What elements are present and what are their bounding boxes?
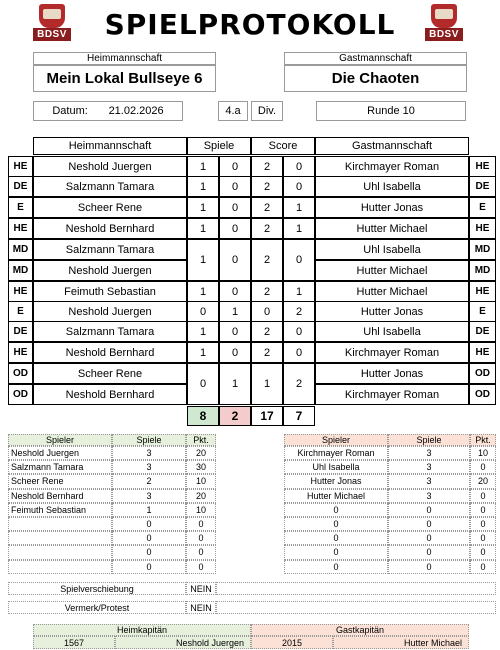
protest-notes <box>216 601 496 614</box>
division-label: Div. <box>251 101 283 121</box>
away-player: Kirchmayer Roman <box>315 384 469 405</box>
games-home: 1 <box>187 156 219 177</box>
home-stat-games: 3 <box>112 446 186 460</box>
match-code-left: HE <box>8 156 33 177</box>
home-stats-header-points: Pkt. <box>186 434 216 446</box>
away-player: Hutter Jonas <box>315 197 469 218</box>
home-stat-games: 0 <box>112 545 186 559</box>
away-stat-player: 0 <box>284 503 388 517</box>
home-stat-player <box>8 531 112 545</box>
games-home: 1 <box>187 321 219 342</box>
home-stats-header-games: Spiele <box>112 434 186 446</box>
score-home: 2 <box>251 281 283 302</box>
match-code-left: OD <box>8 363 33 384</box>
away-stat-points: 0 <box>470 545 496 559</box>
games-home: 1 <box>187 239 219 281</box>
postponement-label: Spielverschiebung <box>8 582 186 595</box>
away-stat-games: 3 <box>388 460 470 474</box>
home-captain-name: Neshold Juergen <box>115 636 251 649</box>
home-stat-games: 3 <box>112 460 186 474</box>
total-games-away: 2 <box>219 406 251 426</box>
match-code-left: HE <box>8 218 33 239</box>
away-stat-games: 0 <box>388 545 470 559</box>
home-player: Neshold Bernhard <box>33 218 187 239</box>
home-stat-player: Feimuth Sebastian <box>8 503 112 517</box>
games-away: 0 <box>219 239 251 281</box>
games-home: 0 <box>187 363 219 405</box>
home-captain-id: 1567 <box>33 636 115 649</box>
home-stat-player: Salzmann Tamara <box>8 460 112 474</box>
logo-text: BDSV <box>425 28 463 41</box>
home-player: Salzmann Tamara <box>33 176 187 197</box>
games-away: 0 <box>219 197 251 218</box>
home-player: Salzmann Tamara <box>33 321 187 342</box>
score-home: 2 <box>251 342 283 363</box>
home-stat-player <box>8 517 112 531</box>
home-stat-points: 0 <box>186 545 216 559</box>
away-stat-games: 0 <box>388 560 470 574</box>
match-code-left: HE <box>8 281 33 302</box>
away-captain-label: Gastkapitän <box>251 624 469 636</box>
away-stat-games: 3 <box>388 446 470 460</box>
date-field <box>33 101 183 121</box>
score-away: 2 <box>283 363 315 405</box>
match-code-right: DE <box>469 321 496 342</box>
home-stat-games: 0 <box>112 560 186 574</box>
bdsv-logo-right <box>425 4 463 42</box>
away-stat-games: 0 <box>388 503 470 517</box>
score-home: 2 <box>251 197 283 218</box>
games-away: 0 <box>219 156 251 177</box>
games-home: 1 <box>187 176 219 197</box>
score-home: 2 <box>251 156 283 177</box>
home-stat-games: 0 <box>112 531 186 545</box>
score-home: 1 <box>251 363 283 405</box>
home-team-label: Heimmannschaft <box>33 52 216 65</box>
match-code-right: OD <box>469 384 496 405</box>
score-away: 0 <box>283 239 315 281</box>
away-stat-player: 0 <box>284 531 388 545</box>
score-away: 2 <box>283 301 315 322</box>
home-player: Scheer Rene <box>33 197 187 218</box>
games-away: 0 <box>219 321 251 342</box>
away-stat-player: Hutter Michael <box>284 489 388 503</box>
home-stat-games: 3 <box>112 489 186 503</box>
home-player: Neshold Bernhard <box>33 384 187 405</box>
games-away: 0 <box>219 281 251 302</box>
score-away: 0 <box>283 156 315 177</box>
grid-header-games: Spiele <box>187 137 251 155</box>
match-code-left: DE <box>8 321 33 342</box>
home-stat-player <box>8 560 112 574</box>
away-stats-header-points: Pkt. <box>470 434 496 446</box>
home-stat-points: 20 <box>186 489 216 503</box>
away-stat-points: 0 <box>470 460 496 474</box>
match-code-left: MD <box>8 260 33 281</box>
postponement-value: NEIN <box>186 582 216 595</box>
match-code-right: MD <box>469 260 496 281</box>
away-stat-player: Uhl Isabella <box>284 460 388 474</box>
home-stat-player <box>8 545 112 559</box>
page-title: SPIELPROTOKOLL <box>104 7 396 41</box>
away-stats-header-games: Spiele <box>388 434 470 446</box>
match-code-right: HE <box>469 342 496 363</box>
away-captain-name: Hutter Michael <box>333 636 469 649</box>
match-code-right: E <box>469 301 496 322</box>
match-code-left: E <box>8 301 33 322</box>
away-stat-games: 3 <box>388 489 470 503</box>
home-stat-points: 0 <box>186 560 216 574</box>
score-home: 2 <box>251 176 283 197</box>
games-away: 1 <box>219 363 251 405</box>
home-stat-games: 0 <box>112 517 186 531</box>
match-code-right: E <box>469 197 496 218</box>
home-player: Neshold Bernhard <box>33 342 187 363</box>
away-player: Kirchmayer Roman <box>315 156 469 177</box>
score-away: 0 <box>283 321 315 342</box>
away-player: Hutter Michael <box>315 218 469 239</box>
score-home: 0 <box>251 301 283 322</box>
away-player: Hutter Jonas <box>315 301 469 322</box>
games-home: 1 <box>187 342 219 363</box>
score-away: 1 <box>283 281 315 302</box>
away-captain-id: 2015 <box>251 636 333 649</box>
away-stat-games: 0 <box>388 531 470 545</box>
away-team-name: Die Chaoten <box>284 65 467 92</box>
away-player: Hutter Jonas <box>315 363 469 384</box>
date-value: 21.02.2026 <box>108 105 164 117</box>
away-player: Hutter Michael <box>315 260 469 281</box>
away-stat-points: 0 <box>470 560 496 574</box>
home-player: Salzmann Tamara <box>33 239 187 260</box>
home-player: Neshold Juergen <box>33 260 187 281</box>
home-stat-points: 0 <box>186 517 216 531</box>
home-stat-points: 10 <box>186 503 216 517</box>
logo-text: BDSV <box>33 28 71 41</box>
games-home: 1 <box>187 218 219 239</box>
games-home: 1 <box>187 281 219 302</box>
games-away: 0 <box>219 218 251 239</box>
games-home: 0 <box>187 301 219 322</box>
games-away: 0 <box>219 176 251 197</box>
away-stat-points: 20 <box>470 474 496 488</box>
home-captain-label: Heimkapitän <box>33 624 251 636</box>
home-stat-points: 10 <box>186 474 216 488</box>
protest-value: NEIN <box>186 601 216 614</box>
home-stats-header-player: Spieler <box>8 434 112 446</box>
shield-icon <box>39 4 65 28</box>
home-stat-games: 2 <box>112 474 186 488</box>
away-stat-points: 10 <box>470 446 496 460</box>
score-away: 1 <box>283 197 315 218</box>
away-team-label: Gastmannschaft <box>284 52 467 65</box>
away-stat-points: 0 <box>470 489 496 503</box>
grid-header-score: Score <box>251 137 315 155</box>
total-score-away: 7 <box>283 406 315 426</box>
away-stat-points: 0 <box>470 531 496 545</box>
away-stat-player: 0 <box>284 545 388 559</box>
away-stat-games: 0 <box>388 517 470 531</box>
division-value: 4.a <box>218 101 248 121</box>
score-away: 0 <box>283 176 315 197</box>
home-stat-player: Scheer Rene <box>8 474 112 488</box>
postponement-notes <box>216 582 496 595</box>
total-games-home: 8 <box>187 406 219 426</box>
score-away: 0 <box>283 342 315 363</box>
score-home: 2 <box>251 321 283 342</box>
home-stat-player: Neshold Bernhard <box>8 489 112 503</box>
home-player: Neshold Juergen <box>33 156 187 177</box>
away-stats-header-player: Spieler <box>284 434 388 446</box>
round-field: Runde 10 <box>316 101 466 121</box>
grid-header-home: Heimmannschaft <box>33 137 187 155</box>
match-code-left: HE <box>8 342 33 363</box>
away-player: Uhl Isabella <box>315 321 469 342</box>
score-home: 2 <box>251 239 283 281</box>
match-code-left: OD <box>8 384 33 405</box>
home-player: Neshold Juergen <box>33 301 187 322</box>
total-score-home: 17 <box>251 406 283 426</box>
away-stat-points: 0 <box>470 517 496 531</box>
games-home: 1 <box>187 197 219 218</box>
grid-header-away: Gastmannschaft <box>315 137 469 155</box>
date-label: Datum: <box>52 105 88 117</box>
home-stat-points: 20 <box>186 446 216 460</box>
match-code-left: E <box>8 197 33 218</box>
home-player: Feimuth Sebastian <box>33 281 187 302</box>
games-away: 0 <box>219 342 251 363</box>
away-stat-player: 0 <box>284 560 388 574</box>
home-stat-games: 1 <box>112 503 186 517</box>
match-code-right: HE <box>469 156 496 177</box>
home-team-name: Mein Lokal Bullseye 6 <box>33 65 216 92</box>
match-code-left: DE <box>8 176 33 197</box>
away-player: Uhl Isabella <box>315 176 469 197</box>
score-home: 2 <box>251 218 283 239</box>
home-stat-points: 0 <box>186 531 216 545</box>
shield-icon <box>431 4 457 28</box>
protest-label: Vermerk/Protest <box>8 601 186 614</box>
match-code-right: MD <box>469 239 496 260</box>
match-code-right: DE <box>469 176 496 197</box>
bdsv-logo-left <box>33 4 71 42</box>
games-away: 1 <box>219 301 251 322</box>
away-player: Kirchmayer Roman <box>315 342 469 363</box>
match-code-right: HE <box>469 281 496 302</box>
score-away: 1 <box>283 218 315 239</box>
away-stat-player: 0 <box>284 517 388 531</box>
away-player: Uhl Isabella <box>315 239 469 260</box>
away-stat-points: 0 <box>470 503 496 517</box>
match-code-left: MD <box>8 239 33 260</box>
home-stat-points: 30 <box>186 460 216 474</box>
home-stat-player: Neshold Juergen <box>8 446 112 460</box>
away-player: Hutter Michael <box>315 281 469 302</box>
home-player: Scheer Rene <box>33 363 187 384</box>
away-stat-games: 3 <box>388 474 470 488</box>
match-code-right: HE <box>469 218 496 239</box>
away-stat-player: Kirchmayer Roman <box>284 446 388 460</box>
match-code-right: OD <box>469 363 496 384</box>
away-stat-player: Hutter Jonas <box>284 474 388 488</box>
